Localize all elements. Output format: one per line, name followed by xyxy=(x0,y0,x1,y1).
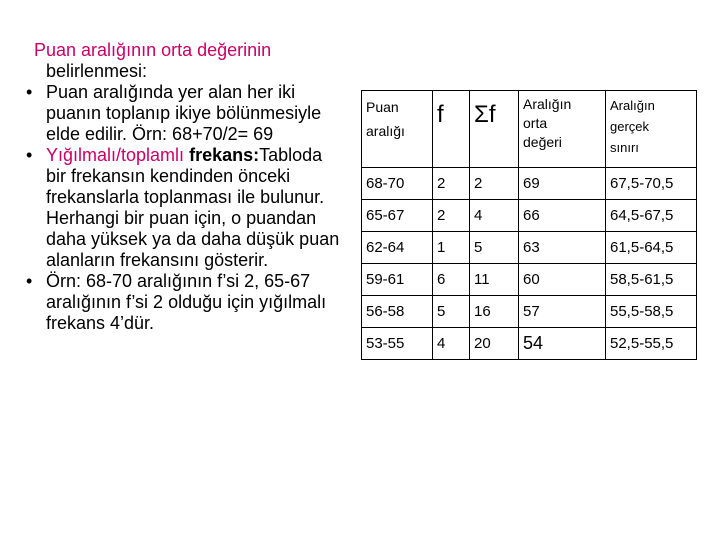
header-real-limits-l3: sınırı xyxy=(610,140,639,155)
explanation-text xyxy=(16,40,346,334)
header-midpoint-l1: Aralığın xyxy=(523,96,572,112)
cell-real-limits: 55,5-58,5 xyxy=(606,296,697,328)
section-heading xyxy=(16,40,346,61)
cell-frequency: 2 xyxy=(433,168,470,200)
table-row xyxy=(362,232,697,264)
heading-line-1: Puan aralığının orta değerinin xyxy=(34,40,272,60)
cell-real-limits: 61,5-64,5 xyxy=(606,232,697,264)
cell-real-limits: 52,5-55,5 xyxy=(606,328,697,360)
cell-cumulative-frequency: 11 xyxy=(470,264,519,296)
heading-line-2: belirlenmesi: xyxy=(46,61,148,81)
table-header-row xyxy=(362,91,697,168)
header-score-range-l1: Puan xyxy=(366,99,399,115)
cell-midpoint: 63 xyxy=(519,232,606,264)
cell-score-range: 68-70 xyxy=(362,168,433,200)
cell-real-limits: 64,5-67,5 xyxy=(606,200,697,232)
cumulative-term: Yığılmalı/toplamlı xyxy=(46,145,185,165)
cell-midpoint: 69 xyxy=(519,168,606,200)
header-score-range-l2: aralığı xyxy=(366,123,405,139)
cell-midpoint: 60 xyxy=(519,264,606,296)
header-real-limits-l2: gerçek xyxy=(610,119,650,134)
cell-frequency: 1 xyxy=(433,232,470,264)
header-real-limits-l1: Aralığın xyxy=(610,98,655,113)
table-row xyxy=(362,264,697,296)
header-cumulative-frequency: Σf xyxy=(470,91,519,168)
bullet-example xyxy=(16,271,346,334)
bullet-cumulative-frequency xyxy=(16,145,346,271)
cell-cumulative-frequency: 4 xyxy=(470,200,519,232)
header-real-limits xyxy=(606,91,697,168)
header-midpoint-l3: değeri xyxy=(523,134,562,150)
cell-frequency: 5 xyxy=(433,296,470,328)
header-frequency: f xyxy=(433,91,470,168)
table-row xyxy=(362,200,697,232)
frequency-table xyxy=(361,90,697,360)
cell-score-range: 56-58 xyxy=(362,296,433,328)
table-row xyxy=(362,296,697,328)
cell-real-limits: 58,5-61,5 xyxy=(606,264,697,296)
table-row xyxy=(362,168,697,200)
cell-cumulative-frequency: 20 xyxy=(470,328,519,360)
header-midpoint-l2: orta xyxy=(523,115,548,131)
cell-score-range: 59-61 xyxy=(362,264,433,296)
cumulative-term-frekans: frekans: xyxy=(189,145,260,165)
bullet-midpoint xyxy=(16,82,346,145)
bullet-marker: • xyxy=(26,271,33,291)
cell-cumulative-frequency: 5 xyxy=(470,232,519,264)
cell-cumulative-frequency: 2 xyxy=(470,168,519,200)
cell-score-range: 62-64 xyxy=(362,232,433,264)
bullet-marker: • xyxy=(26,82,33,102)
cell-midpoint: 57 xyxy=(519,296,606,328)
cell-frequency: 6 xyxy=(433,264,470,296)
section-heading-continued xyxy=(16,61,346,82)
header-midpoint xyxy=(519,91,606,168)
header-score-range xyxy=(362,91,433,168)
cell-real-limits: 67,5-70,5 xyxy=(606,168,697,200)
cumulative-definition: Tabloda bir frekansın kendinden önceki frekanslarla toplanması ile bulunur. Herhangi bir puan için, o puandan daha yüksek ya da daha düşük puan alanların frekansını gösterir. xyxy=(46,145,340,270)
bullet-midpoint-text: Puan aralığında yer alan her iki puanın toplanıp ikiye bölünmesiyle elde edilir. Örn: 68+70/2= 69 xyxy=(46,82,322,144)
cell-score-range: 65-67 xyxy=(362,200,433,232)
cell-score-range: 53-55 xyxy=(362,328,433,360)
cell-frequency: 4 xyxy=(433,328,470,360)
table-row xyxy=(362,328,697,360)
cell-midpoint: 54 xyxy=(519,328,606,360)
cell-frequency: 2 xyxy=(433,200,470,232)
cell-cumulative-frequency: 16 xyxy=(470,296,519,328)
bullet-example-text: Örn: 68-70 aralığının f’si 2, 65-67 aralığının f’si 2 olduğu için yığılmalı frekans 4’dür. xyxy=(46,271,327,333)
cell-midpoint: 66 xyxy=(519,200,606,232)
bullet-marker: • xyxy=(26,145,33,165)
